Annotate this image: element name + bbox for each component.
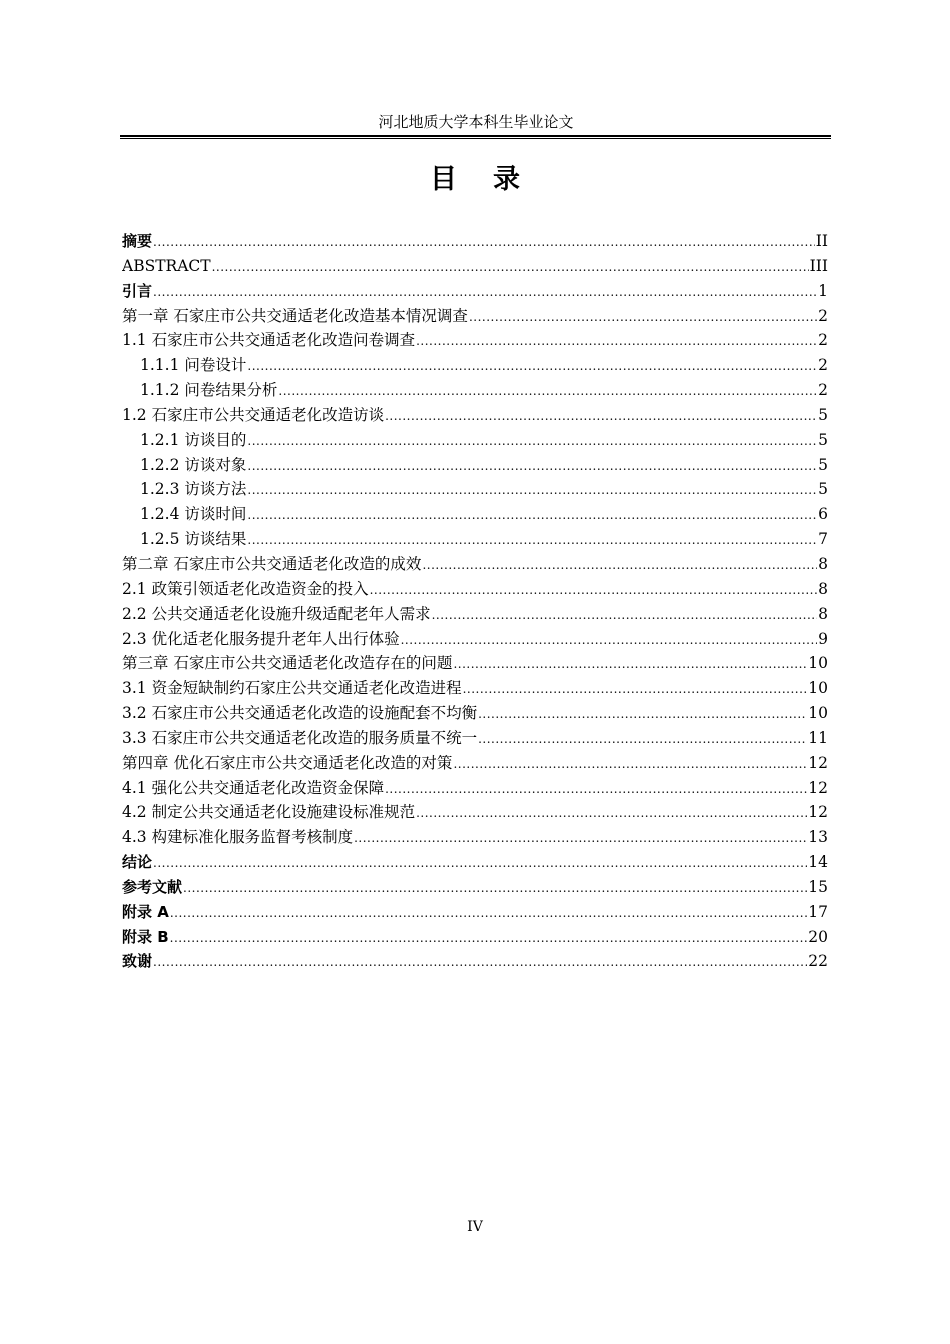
- toc-entry[interactable]: [122, 627, 828, 652]
- toc-entry[interactable]: [122, 925, 828, 950]
- toc-entry[interactable]: [122, 328, 828, 353]
- toc-entry-label: 2.3 优化适老化服务提升老年人出行体验: [122, 629, 400, 648]
- toc-entry[interactable]: [122, 875, 828, 900]
- toc-entry-page: 12: [808, 753, 828, 772]
- toc-entry-page: 2: [818, 331, 828, 350]
- toc-entry[interactable]: [122, 676, 828, 701]
- toc-entry[interactable]: [122, 577, 828, 602]
- toc-entry-page: 5: [818, 405, 828, 424]
- toc-entry-page: 5: [818, 480, 828, 499]
- toc-dot-leader: [478, 702, 807, 726]
- toc-entry-page: 14: [808, 853, 828, 872]
- toc-entry-page: III: [809, 256, 828, 275]
- toc-entry-label: 结论: [122, 853, 153, 872]
- toc-entry-page: 9: [818, 629, 828, 648]
- toc-entry[interactable]: [122, 527, 828, 552]
- toc-dot-leader: [247, 478, 817, 502]
- toc-entry-page: 8: [818, 554, 828, 573]
- page-number: IV: [467, 1219, 483, 1235]
- toc-entry-label: 第三章 石家庄市公共交通适老化改造存在的问题: [122, 654, 453, 673]
- toc-entry[interactable]: [122, 825, 828, 850]
- toc-dot-leader: [385, 404, 817, 428]
- toc-entry-label: 1.2.3 访谈方法: [140, 480, 247, 499]
- toc-entry-page: 7: [818, 530, 828, 549]
- toc-entry-label: 3.1 资金短缺制约石家庄公共交通适老化改造进程: [122, 679, 462, 698]
- toc-entry[interactable]: [122, 800, 828, 825]
- toc-dot-leader: [153, 851, 807, 875]
- toc-dot-leader: [247, 354, 817, 378]
- toc-dot-leader: [463, 677, 808, 701]
- toc-dot-leader: [370, 578, 818, 602]
- toc-dot-leader: [153, 230, 815, 254]
- toc-entry[interactable]: [122, 850, 828, 875]
- toc-dot-leader: [278, 379, 817, 403]
- toc-entry-label: 摘要: [122, 232, 153, 250]
- toc-entry[interactable]: [122, 304, 828, 329]
- toc-entry[interactable]: [122, 651, 828, 676]
- toc-entry-label: 4.2 制定公共交通适老化设施建设标准规范: [122, 803, 416, 822]
- toc-entry-page: 20: [808, 927, 828, 946]
- toc-entry-page: 12: [808, 803, 828, 822]
- toc-entry[interactable]: [122, 378, 828, 403]
- toc-entry-label: 1.2 石家庄市公共交通适老化改造访谈: [122, 405, 385, 424]
- toc-entry-page: 5: [818, 430, 828, 449]
- toc-dot-leader: [432, 603, 818, 627]
- toc-dot-leader: [422, 553, 817, 577]
- toc-entry-label: 1.2.4 访谈时间: [140, 505, 247, 524]
- table-of-contents: [122, 229, 828, 974]
- toc-entry-page: 13: [808, 828, 828, 847]
- toc-dot-leader: [385, 777, 807, 801]
- running-header: 河北地质大学本科生毕业论文: [378, 113, 574, 131]
- toc-dot-leader: [453, 752, 807, 776]
- toc-dot-leader: [401, 628, 818, 652]
- toc-entry[interactable]: [122, 254, 828, 279]
- toc-entry[interactable]: [122, 949, 828, 974]
- toc-dot-leader: [416, 801, 807, 825]
- toc-entry-label: 1.1.1 问卷设计: [140, 356, 247, 375]
- toc-entry-page: 2: [818, 306, 828, 325]
- toc-entry-label: 2.2 公共交通适老化设施升级适配老年人需求: [122, 604, 431, 623]
- toc-entry-label: 3.2 石家庄市公共交通适老化改造的设施配套不均衡: [122, 704, 478, 723]
- toc-entry-page: 12: [808, 778, 828, 797]
- toc-dot-leader: [453, 652, 807, 676]
- toc-entry-label: 附录 B: [122, 927, 169, 946]
- toc-entry-label: 致谢: [122, 952, 153, 971]
- toc-dot-leader: [247, 528, 817, 552]
- toc-entry-label: 4.1 强化公共交通适老化改造资金保障: [122, 778, 385, 797]
- toc-dot-leader: [153, 280, 817, 304]
- toc-entry-label: 1.2.5 访谈结果: [140, 530, 247, 549]
- toc-entry-page: 10: [808, 654, 828, 673]
- toc-entry[interactable]: [122, 776, 828, 801]
- toc-entry[interactable]: [122, 453, 828, 478]
- toc-entry-label: 第四章 优化石家庄市公共交通适老化改造的对策: [122, 753, 453, 772]
- toc-entry-label: 附录 A: [122, 902, 169, 921]
- toc-entry[interactable]: [122, 428, 828, 453]
- toc-entry-label: 第二章 石家庄市公共交通适老化改造的成效: [122, 554, 422, 573]
- toc-title: 目录: [430, 164, 556, 195]
- toc-entry-page: 8: [818, 579, 828, 598]
- toc-dot-leader: [416, 329, 817, 353]
- toc-entry-page: 11: [808, 728, 828, 747]
- toc-entry[interactable]: [122, 502, 828, 527]
- toc-entry-page: 8: [818, 604, 828, 623]
- toc-entry-label: 4.3 构建标准化服务监督考核制度: [122, 828, 354, 847]
- toc-entry-page: 17: [808, 902, 828, 921]
- toc-entry-page: 10: [808, 704, 828, 723]
- toc-entry-page: 1: [818, 281, 828, 300]
- toc-entry[interactable]: [122, 403, 828, 428]
- toc-entry[interactable]: [122, 602, 828, 627]
- toc-entry[interactable]: [122, 229, 828, 254]
- toc-entry-label: 1.2.2 访谈对象: [140, 455, 247, 474]
- toc-entry-page: 2: [818, 356, 828, 375]
- toc-entry-label: 1.2.1 访谈目的: [140, 430, 247, 449]
- toc-dot-leader: [354, 826, 807, 850]
- toc-dot-leader: [212, 255, 809, 279]
- toc-entry-label: 参考文献: [122, 877, 183, 896]
- toc-dot-leader: [170, 926, 808, 950]
- toc-entry-label: 1.1 石家庄市公共交通适老化改造问卷调查: [122, 331, 416, 350]
- toc-dot-leader: [153, 950, 807, 974]
- toc-dot-leader: [469, 305, 817, 329]
- toc-entry[interactable]: [122, 726, 828, 751]
- toc-entry-label: 3.3 石家庄市公共交通适老化改造的服务质量不统一: [122, 728, 478, 747]
- toc-entry-page: 15: [808, 877, 828, 896]
- toc-entry-page: II: [815, 232, 828, 250]
- toc-entry[interactable]: [122, 353, 828, 378]
- toc-entry-page: 2: [818, 381, 828, 400]
- toc-entry[interactable]: [122, 279, 828, 304]
- toc-entry-page: 10: [808, 679, 828, 698]
- toc-entry-page: 5: [818, 455, 828, 474]
- toc-entry-label: ABSTRACT: [122, 256, 211, 275]
- toc-entry-page: 6: [818, 505, 828, 524]
- toc-dot-leader: [247, 429, 817, 453]
- toc-entry-label: 2.1 政策引领适老化改造资金的投入: [122, 579, 369, 598]
- toc-entry-page: 22: [808, 952, 828, 971]
- toc-entry-label: 引言: [122, 281, 153, 300]
- toc-entry-label: 第一章 石家庄市公共交通适老化改造基本情况调查: [122, 306, 468, 325]
- toc-dot-leader: [247, 454, 817, 478]
- header-rule: [120, 135, 831, 139]
- toc-entry[interactable]: [122, 751, 828, 776]
- toc-entry-label: 1.1.2 问卷结果分析: [140, 381, 278, 400]
- toc-entry[interactable]: [122, 477, 828, 502]
- toc-dot-leader: [183, 876, 807, 900]
- toc-dot-leader: [247, 503, 817, 527]
- toc-entry[interactable]: [122, 701, 828, 726]
- toc-dot-leader: [170, 901, 807, 925]
- toc-entry[interactable]: [122, 552, 828, 577]
- toc-dot-leader: [478, 727, 807, 751]
- toc-entry[interactable]: [122, 900, 828, 925]
